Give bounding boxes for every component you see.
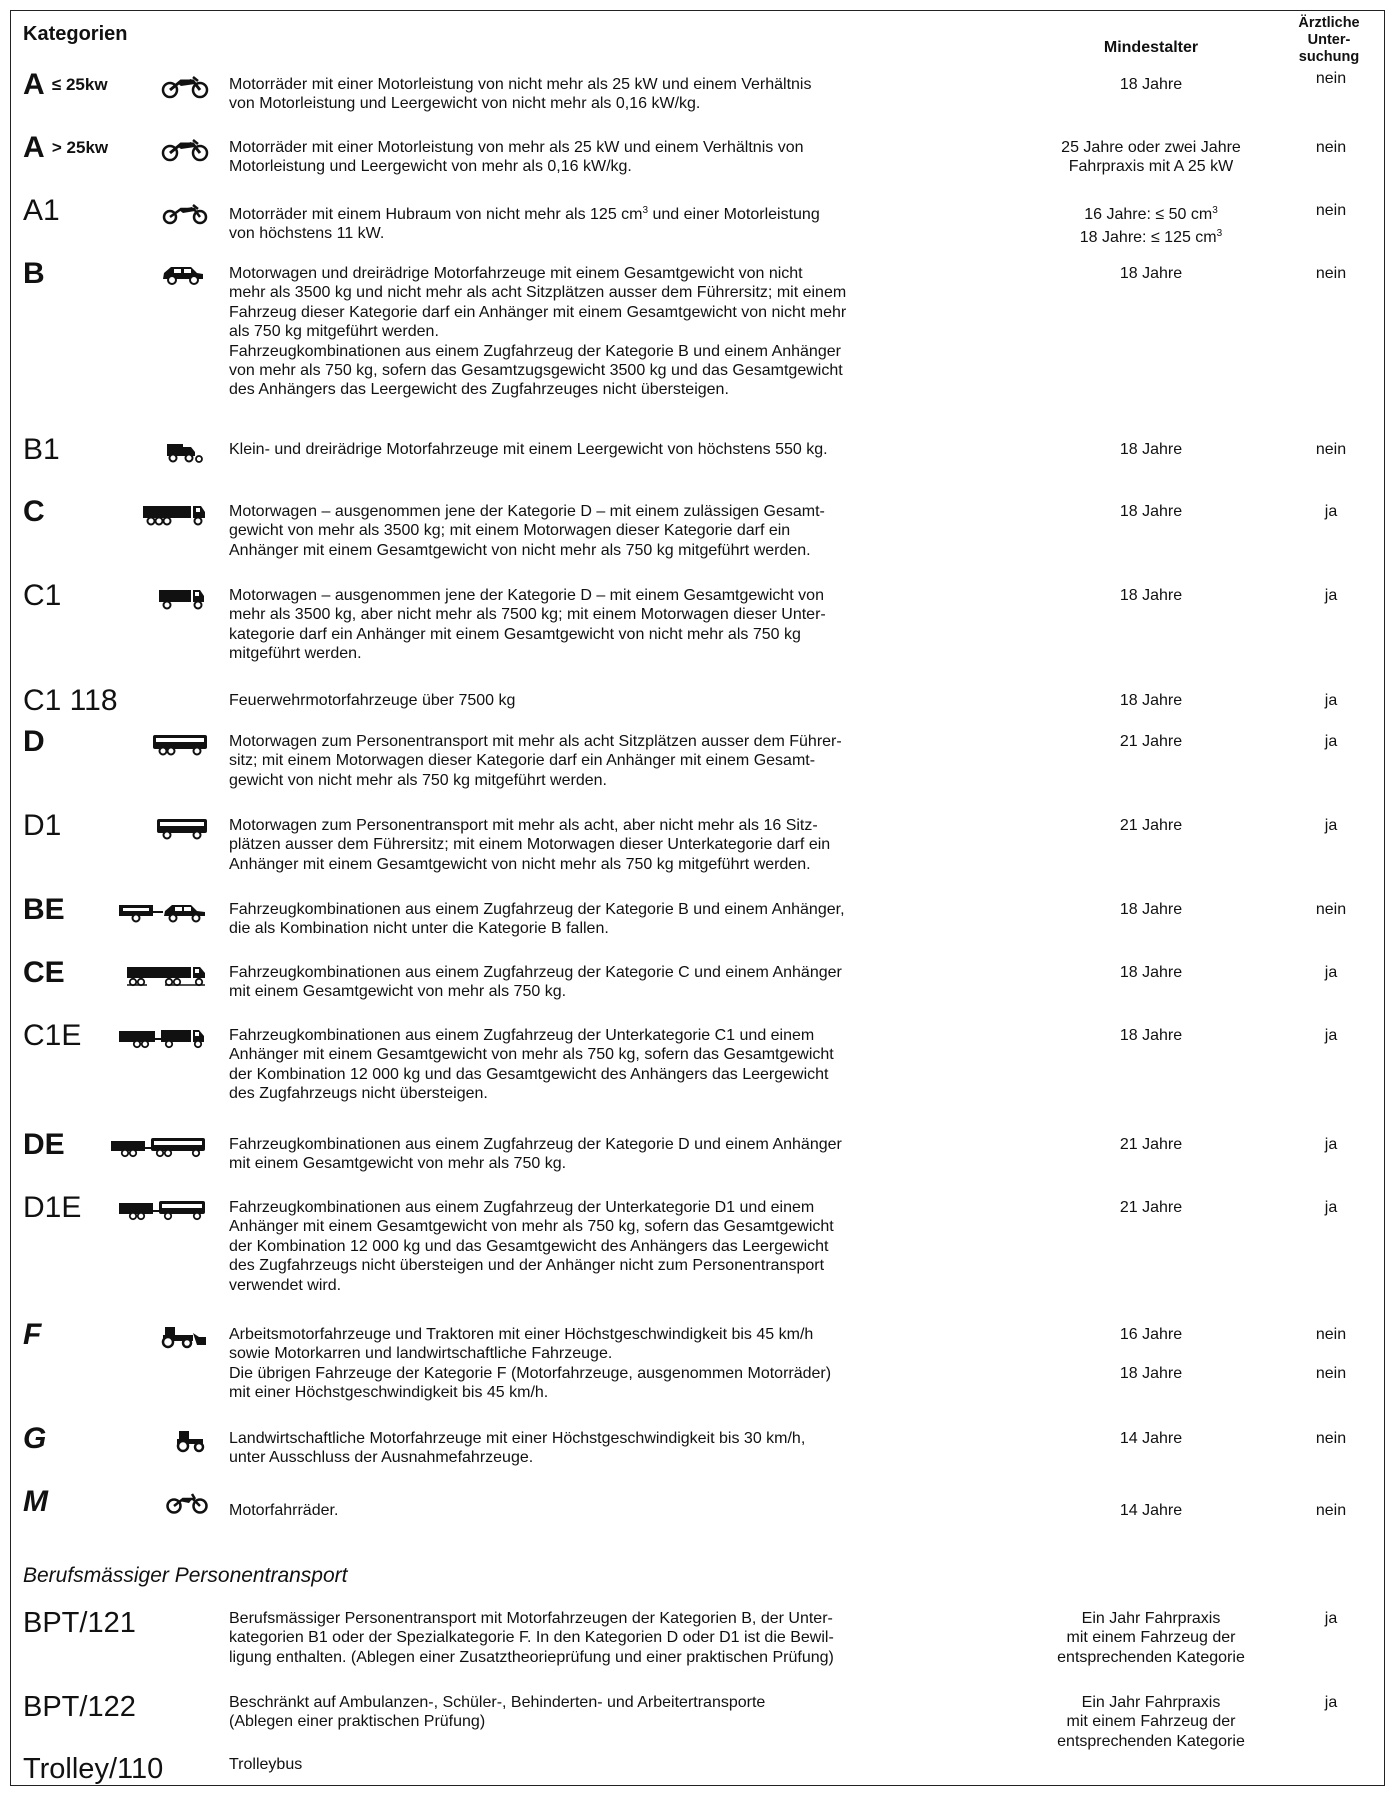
minimum-age: Ein Jahr Fahrpraxis mit einem Fahrzeug der entsprechenden Kategorie: [1057, 1610, 1245, 1666]
category-description: Arbeitsmotorfahrzeuge und Traktoren mit einer Höchstgeschwindigkeit bis 45 km/h sowie Motorkarren und landwirtschaftliche Fahrzeuge. Die übrigen Fahrzeuge der Kategorie F (Motorfahrzeuge, ausgenommen Motorräder) mit einer Höchstgeschwindigkeit bis 45 km/h.: [229, 1326, 832, 1402]
category-code: F: [23, 1318, 42, 1351]
category-code: C: [23, 495, 45, 528]
category-description: Motorwagen zum Personentransport mit mehr als acht Sitzplätzen ausser dem Führer- sitz; mit einem Motorwagen dieser Kategorie darf ein Anhänger mit einem Gesamt- gewicht von nicht mehr als 750 kg mitgeführt werden.: [229, 733, 842, 789]
category-table: [10, 10, 1385, 1786]
minimum-age: 25 Jahre oder zwei Jahre Fahrpraxis mit A 25 kW: [1061, 139, 1241, 176]
category-code: Trolley/110: [23, 1753, 164, 1785]
category-description: Klein- und dreirädrige Motorfahrzeuge mit einem Leergewicht von höchstens 550 kg.: [229, 441, 828, 458]
minimum-age: 18 Jahre: [1119, 76, 1183, 93]
truck-trailer-icon: [125, 963, 209, 987]
medical-exam: ja: [1324, 1694, 1338, 1711]
category-description: Motorwagen zum Personentransport mit mehr als acht, aber nicht mehr als 16 Sitz- plätzen ausser dem Führersitz; mit einem Motorwagen dieser Unterkategorie darf ein Anhänger mit einem Gesamtgewicht von nicht mehr als 750 kg mitgeführt werden.: [229, 817, 831, 873]
medical-exam: ja: [1324, 817, 1338, 834]
tractor-icon: [173, 1429, 207, 1453]
category-description: Motorräder mit einem Hubraum von nicht mehr als 125 $cm^3$ und einer Motorleistung von höchstens 11 kW.: [229, 205, 820, 243]
minimum-age: 16 Jahre: ≤ 50 $cm^3$ 18 Jahre: ≤ 125 $cm^3$: [1079, 205, 1223, 247]
light-motorcycle-icon: [161, 201, 209, 225]
minimum-age: 14 Jahre: [1119, 1502, 1183, 1519]
minimum-age: 18 Jahre: [1119, 441, 1183, 458]
category-description: Motorräder mit einer Motorleistung von mehr als 25 kW und einem Verhältnis von Motorleistung und Leergewicht von mehr als 0,16 kW/kg.: [229, 139, 804, 176]
minimum-age: 18 Jahre: [1119, 964, 1183, 981]
category-code: C1: [23, 579, 62, 612]
minibus-icon: [155, 816, 209, 840]
category-code: BPT/121: [23, 1607, 136, 1639]
tractor-loader-icon: [159, 1325, 209, 1349]
medical-exam: nein: [1315, 441, 1347, 458]
category-description: Fahrzeugkombinationen aus einem Zugfahrzeug der Kategorie C und einem Anhänger mit einem Gesamtgewicht von mehr als 750 kg.: [229, 964, 842, 1001]
light-truck-trailer-icon: [117, 1026, 209, 1050]
medical-exam: nein nein: [1315, 1326, 1347, 1382]
category-code: BE: [23, 893, 65, 926]
minimum-age: 16 Jahre 18 Jahre: [1119, 1326, 1183, 1382]
category-code: B1: [23, 433, 60, 466]
category-description: Motorfahrräder.: [229, 1502, 339, 1519]
medical-exam: ja: [1324, 1610, 1338, 1627]
category-description: Motorwagen – ausgenommen jene der Kategorie D – mit einem zulässigen Gesamt- gewicht von mehr als 3500 kg; mit einem Motorwagen dieser Kategorie darf ein Anhänger mit einem Gesamtgewicht von nicht mehr als 750 kg mitgeführt werden.: [229, 503, 825, 559]
category-code: CE: [23, 956, 65, 989]
category-description: Fahrzeugkombinationen aus einem Zugfahrzeug der Kategorie B und einem Anhänger, die als Kombination nicht unter die Kategorie B fallen.: [229, 901, 845, 938]
medical-exam: ja: [1324, 964, 1338, 981]
medical-exam: ja: [1324, 733, 1338, 750]
category-code: A1: [23, 194, 60, 227]
minimum-age: 18 Jahre: [1119, 901, 1183, 918]
minimum-age: 18 Jahre: [1119, 692, 1183, 709]
medical-exam: nein: [1315, 901, 1347, 918]
header-mindestalter: Mindestalter: [1103, 39, 1199, 56]
category-code: A $^{> 25kw}$: [23, 131, 109, 164]
category-description: Fahrzeugkombinationen aus einem Zugfahrzeug der Unterkategorie D1 und einem Anhänger mit einem Gesamtgewicht von mehr als 750 kg, sofern das Gesamtgewicht der Kombination 12 000 kg und das Gesamtgewicht des Anhängers das Leergewicht des Zugfahrzeugs nicht übersteigen und der Anhänger nicht zum Personentransport verwendet wird.: [229, 1199, 834, 1294]
category-code: B: [23, 257, 45, 290]
category-code: C1 118: [23, 684, 118, 717]
medical-exam: nein: [1315, 265, 1347, 282]
category-code: DE: [23, 1128, 65, 1161]
category-code: M: [23, 1485, 48, 1518]
minimum-age: 21 Jahre: [1119, 1136, 1183, 1153]
minimum-age: 18 Jahre: [1119, 587, 1183, 604]
category-description: Berufsmässiger Personentransport mit Motorfahrzeugen der Kategorien B, der Unter- kategorien B1 oder der Spezialkategorie F. In den Kategorien D oder D1 ist die Bewil- ligung enthalten. (Ablegen einer Zusatztheorieprüfung und einer praktischen Prüfung): [229, 1610, 834, 1666]
minimum-age: 21 Jahre: [1119, 817, 1183, 834]
category-code: C1E: [23, 1019, 82, 1052]
category-code: D1E: [23, 1191, 82, 1224]
bus-icon: [151, 732, 209, 756]
category-code: D1: [23, 809, 62, 842]
medical-exam: nein: [1315, 1430, 1347, 1447]
medical-exam: nein: [1315, 139, 1347, 156]
category-code: G: [23, 1422, 47, 1455]
category-description: Motorwagen – ausgenommen jene der Kategorie D – mit einem Gesamtgewicht von mehr als 3500 kg, aber nicht mehr als 7500 kg; mit einem Motorwagen dieser Unter- kategorie darf ein Anhänger mit einem Gesamtgewicht von nicht mehr als 750 kg mitgeführt werden.: [229, 587, 826, 663]
category-code: A $^{\le 25kw}$: [23, 68, 108, 101]
category-description: Trolleybus: [229, 1756, 303, 1773]
truck-icon: [141, 502, 209, 526]
category-description: Motorwagen und dreirädrige Motorfahrzeuge mit einem Gesamtgewicht von nicht mehr als 3500 kg und nicht mehr als acht Sitzplätzen ausser dem Führersitz; mit einem Fahrzeug dieser Kategorie darf ein Anhänger mit einem Gesamtgewicht von nicht mehr als 750 kg mitgeführt werden. Fahrzeugkombinationen aus einem Zugfahrzeug der Kategorie B und einem Anhänger von mehr als 750 kg, sofern das Gesamtzugsgewicht 3500 kg und das Gesamtgewicht des Anhängers das Leergewicht des Zugfahrzeuges nicht übersteigen.: [229, 265, 847, 399]
minimum-age: 14 Jahre: [1119, 1430, 1183, 1447]
moped-icon: [165, 1491, 209, 1515]
minibus-trailer-icon: [117, 1198, 209, 1222]
medical-exam: ja: [1324, 692, 1338, 709]
medical-exam: ja: [1324, 1027, 1338, 1044]
medical-exam: nein: [1315, 70, 1347, 87]
medical-exam: ja: [1324, 1199, 1338, 1216]
minimum-age: 21 Jahre: [1119, 1199, 1183, 1216]
category-description: Feuerwehrmotorfahrzeuge über 7500 kg: [229, 692, 516, 709]
medical-exam: nein: [1315, 1502, 1347, 1519]
minimum-age: 18 Jahre: [1119, 503, 1183, 520]
minimum-age: Ein Jahr Fahrpraxis mit einem Fahrzeug der entsprechenden Kategorie: [1057, 1694, 1245, 1750]
minimum-age: 18 Jahre: [1119, 265, 1183, 282]
table-header: [11, 11, 1384, 75]
bus-trailer-icon: [109, 1135, 209, 1159]
motorcycle-icon: [161, 75, 209, 99]
category-description: Fahrzeugkombinationen aus einem Zugfahrzeug der Kategorie D und einem Anhänger mit einem Gesamtgewicht von mehr als 750 kg.: [229, 1136, 842, 1173]
category-description: Landwirtschaftliche Motorfahrzeuge mit einer Höchstgeschwindigkeit bis 30 km/h, unter Ausschluss der Ausnahmefahrzeuge.: [229, 1430, 806, 1467]
medical-exam: ja: [1324, 503, 1338, 520]
small-vehicle-icon: [161, 440, 205, 464]
category-description: Fahrzeugkombinationen aus einem Zugfahrzeug der Unterkategorie C1 und einem Anhänger mit einem Gesamtgewicht von mehr als 750 kg, sofern das Gesamtgewicht der Kombination 12 000 kg und das Gesamtgewicht des Anhängers das Leergewicht des Zugfahrzeugs nicht übersteigen.: [229, 1027, 834, 1103]
category-code: BPT/122: [23, 1691, 136, 1723]
medical-exam: ja: [1324, 587, 1338, 604]
motorcycle-icon: [161, 138, 209, 162]
category-description: Motorräder mit einer Motorleistung von nicht mehr als 25 kW und einem Verhältnis von Motorleistung und Leergewicht von nicht mehr als 0,16 kW/kg.: [229, 76, 812, 113]
minimum-age: 18 Jahre: [1119, 1027, 1183, 1044]
car-icon: [161, 264, 205, 288]
medical-exam: ja: [1324, 1136, 1338, 1153]
header-aerztliche-untersuchung: Ärztliche Unter- suchung: [1298, 15, 1360, 65]
medical-exam: nein: [1315, 202, 1347, 219]
header-kategorien: Kategorien: [23, 23, 128, 45]
section-title-berufsmaessiger-personentransport: Berufsmässiger Personentransport: [23, 1564, 348, 1587]
category-code: D: [23, 725, 45, 758]
category-description: Beschränkt auf Ambulanzen-, Schüler-, Behinderten- und Arbeitertransporte (Ablegen einer praktischen Prüfung): [229, 1694, 766, 1731]
car-trailer-icon: [117, 900, 209, 924]
minimum-age: 21 Jahre: [1119, 733, 1183, 750]
light-truck-icon: [157, 586, 209, 610]
